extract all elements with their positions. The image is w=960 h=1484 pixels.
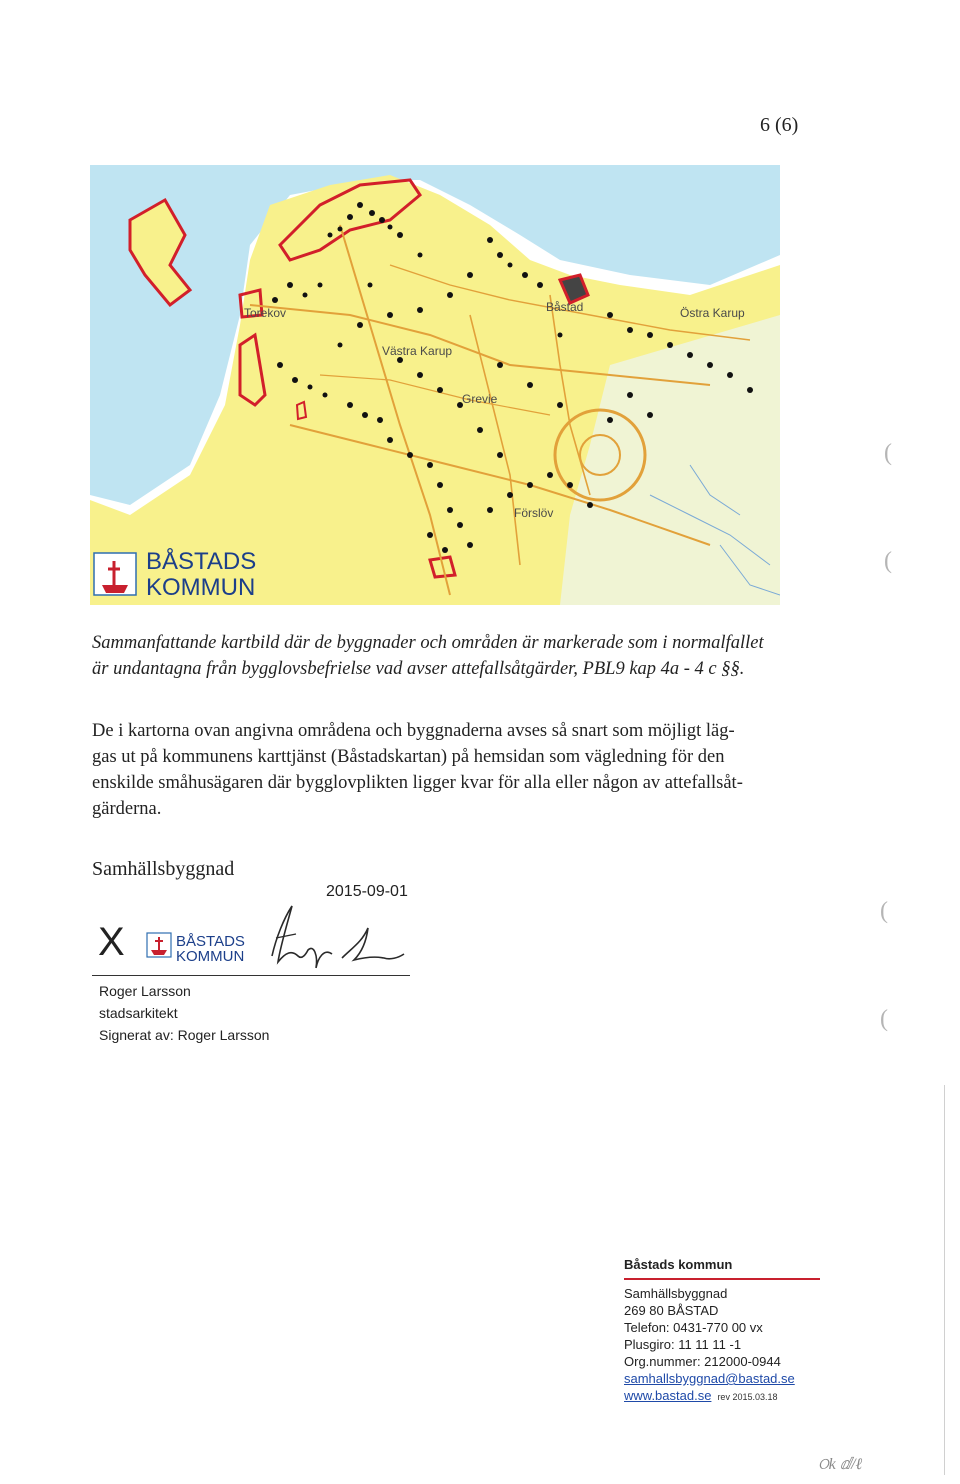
signature-logo-line1: BÅSTADS: [176, 933, 245, 950]
label-ostra-karup: Östra Karup: [680, 306, 745, 320]
contact-web-link[interactable]: www.bastad.se: [624, 1388, 712, 1403]
margin-mark: (: [884, 440, 892, 466]
contact-email-link[interactable]: samhallsbyggnad@bastad.se: [624, 1371, 795, 1386]
margin-mark: (: [880, 1006, 888, 1032]
contact-org: Båstads kommun: [624, 1257, 733, 1272]
label-bastad: Båstad: [546, 300, 584, 314]
signer-name: Roger Larsson: [99, 983, 191, 999]
contact-dept: Samhällsbyggnad: [624, 1286, 728, 1301]
signer-title: stadsarkitekt: [99, 1005, 178, 1021]
body-paragraph: [92, 718, 812, 822]
map-graphic: [90, 165, 780, 605]
signature-line: [92, 975, 410, 976]
label-forslov: Förslöv: [514, 506, 554, 520]
body-line: gärderna.: [92, 799, 162, 819]
contact-divider: [624, 1278, 820, 1280]
label-grevie: Grevie: [462, 392, 498, 406]
contact-address: 269 80 BÅSTAD: [624, 1303, 719, 1318]
signed-by: Signerat av: Roger Larsson: [99, 1027, 270, 1043]
body-line: enskilde småhusägaren där bygglovplikten ligger kvar för alla eller någon av attefallsåt-: [92, 773, 743, 793]
summary-map: [90, 165, 780, 605]
signature-details: [99, 980, 269, 1046]
contact-phone: Telefon: 0431-770 00 vx: [624, 1320, 763, 1335]
margin-mark: (: [880, 898, 888, 924]
contact-block: [624, 1256, 824, 1406]
department-name: Samhällsbyggnad: [92, 858, 235, 880]
caption-line: är undantagna från bygglovsbefrielse vad avser attefallsåtgärder, PBL9 kap 4a - 4 c §§.: [92, 659, 745, 679]
signature-logo: [146, 930, 256, 966]
contact-plusgiro: Plusgiro: 11 11 11 -1: [624, 1337, 742, 1352]
label-vastra-karup: Västra Karup: [382, 344, 453, 358]
body-line: gas ut på kommunens karttjänst (Båstadskartan) på hemsidan som vägledning för den: [92, 747, 725, 767]
label-torekov: Torekov: [244, 306, 287, 320]
revision-note: rev 2015.03.18: [717, 1392, 778, 1402]
map-caption: [92, 630, 812, 682]
page-number: 6 (6): [760, 114, 799, 136]
signature-x-mark: X: [98, 920, 125, 964]
contact-orgnr: Org.nummer: 212000-0944: [624, 1354, 781, 1369]
signature-date: 2015-09-01: [326, 883, 408, 900]
corner-handwriting: ଠk ⅆ/ℓ: [818, 1456, 863, 1473]
margin-mark: (: [884, 548, 892, 574]
scan-edge-line: [944, 1085, 945, 1475]
signature-logo-line2: KOMMUN: [176, 948, 245, 965]
handwritten-signature: [262, 898, 412, 978]
caption-line: Sammanfattande kartbild där de byggnader och områden är markerade som i normalfallet: [92, 633, 764, 653]
map-logo-line2: KOMMUN: [146, 574, 256, 601]
map-logo-line1: BÅSTADS: [146, 548, 257, 575]
map-logo: [94, 547, 256, 601]
body-line: De i kartorna ovan angivna områdena och byggnaderna avses så snart som möjligt läg-: [92, 721, 735, 741]
